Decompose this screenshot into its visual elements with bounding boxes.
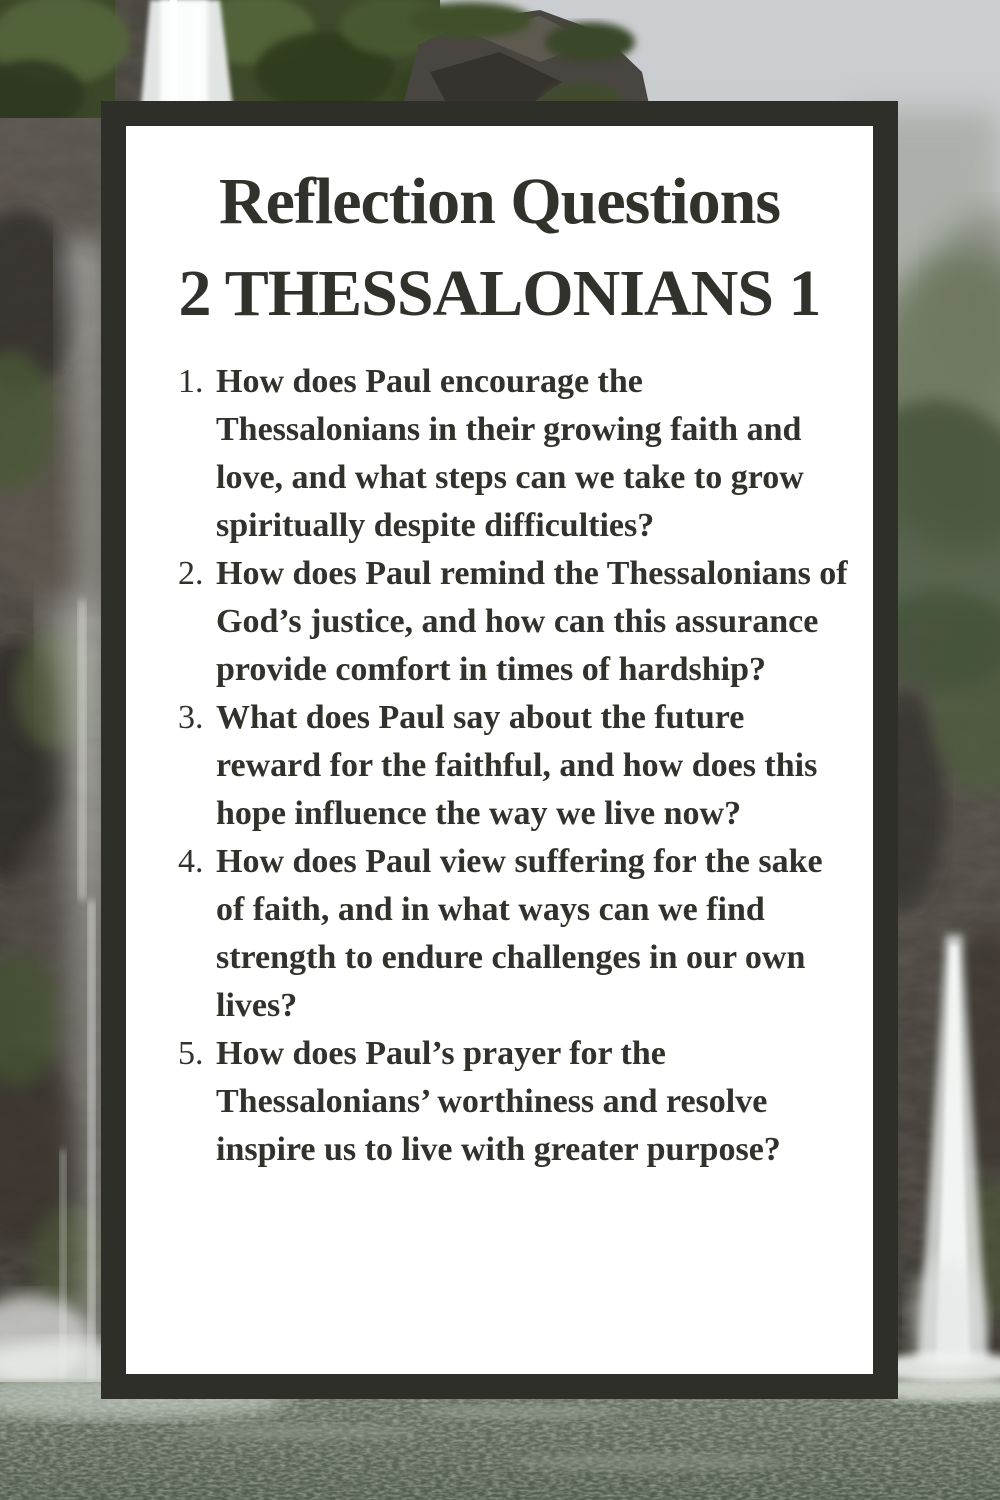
question-number: 4. [178, 843, 204, 880]
question-item [178, 694, 849, 838]
question-number: 1. [178, 363, 204, 400]
question-item [178, 358, 849, 550]
question-number: 3. [178, 699, 204, 736]
card-title [126, 156, 873, 340]
question-text: How does Paul encourage the Thessalonians in their growing faith and love, and what steps can we take to grow spiritually despite difficulties? [216, 363, 804, 544]
questions-list [126, 358, 873, 1174]
question-number: 2. [178, 555, 204, 592]
question-text: How does Paul’s prayer for the Thessalonians’ worthiness and resolve inspire us to live with greater purpose? [216, 1035, 781, 1168]
title-line-2: 2 THESSALONIANS 1 [178, 257, 821, 330]
question-item [178, 550, 849, 694]
question-text: What does Paul say about the future reward for the faithful, and how does this hope influence the way we live now? [216, 699, 818, 832]
question-text: How does Paul remind the Thessalonians of God’s justice, and how can this assurance provide comfort in times of hardship? [216, 555, 848, 688]
question-item [178, 1030, 849, 1174]
reflection-card [126, 126, 873, 1374]
question-item [178, 838, 849, 1030]
question-number: 5. [178, 1035, 204, 1072]
card-frame [101, 101, 898, 1399]
title-line-1: Reflection Questions [218, 165, 781, 238]
question-text: How does Paul view suffering for the sake of faith, and in what ways can we find strength to endure challenges in our own lives? [216, 843, 823, 1024]
